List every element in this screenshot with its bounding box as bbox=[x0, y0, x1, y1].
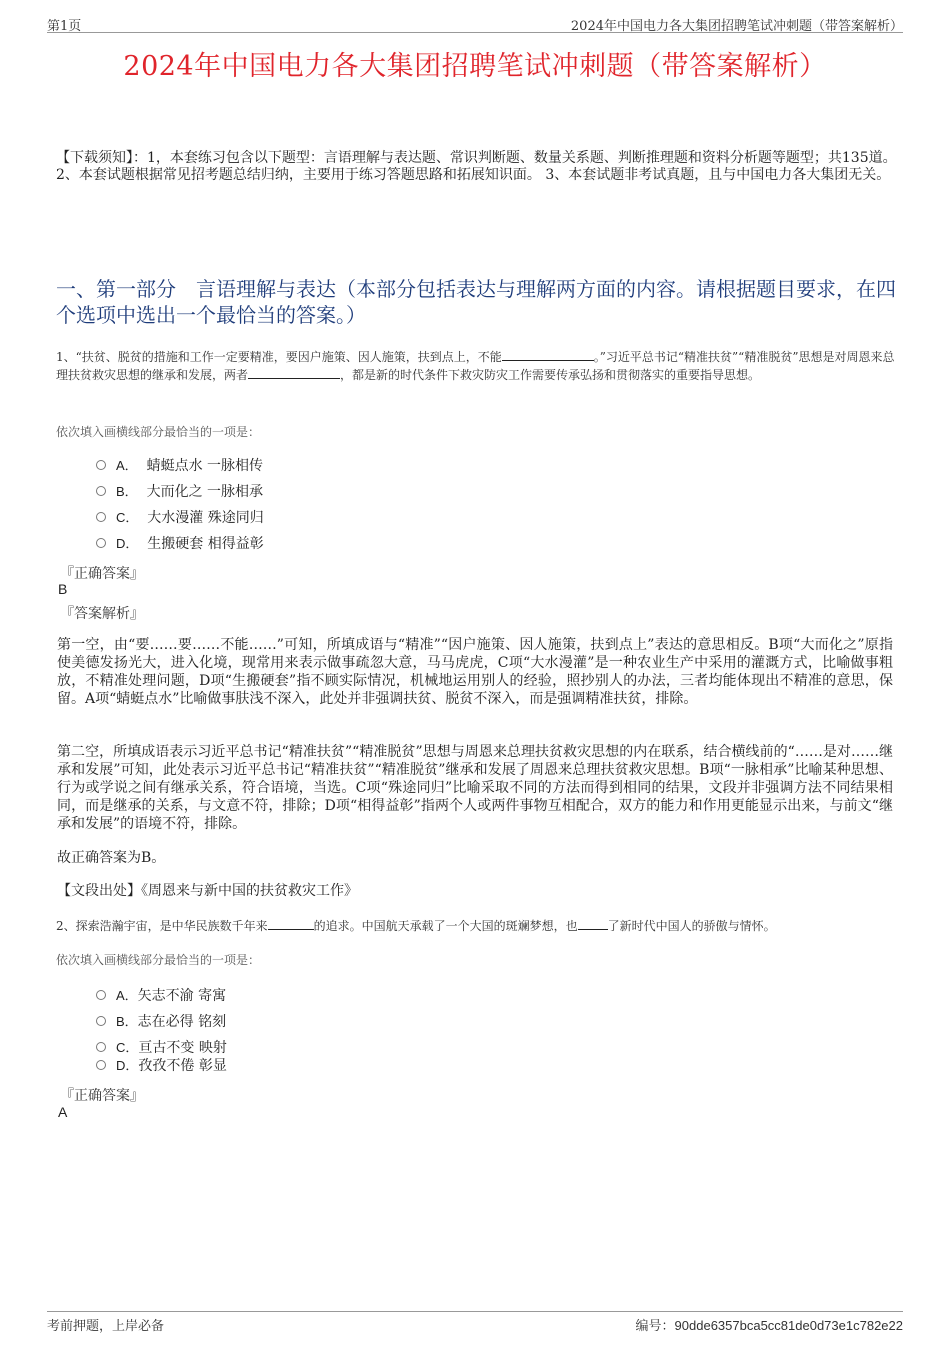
radio-icon[interactable] bbox=[96, 538, 106, 548]
analysis-paragraph-1: 第一空，由“要……要……不能……”可知，所填成语与“精准”“因户施策、因人施策，扶到点上”表达的意思相反。B项“大而化之”原指使美德发扬光大，进入化境，现常用来表示做事疏忽大意，马马虎虎，C项“大水漫灌”是一种农业生产中采用的灌溉方式，比喻做事粗放，不精准处理问题，D项“生搬硬套”指不顾实际情况，机械地运用别人的经验，照抄别人的办法，三者均能体现出不精准的意思，保留。A项“蜻蜓点水”比喻做事肤浅不深入，此处并非强调扶贫、脱贫不深入，而是强调精准扶贫，排除。 bbox=[57, 637, 893, 707]
correct-answer: A bbox=[58, 1104, 68, 1120]
radio-icon[interactable] bbox=[96, 990, 106, 1000]
analysis-paragraph-2: 第二空，所填成语表示习近平总书记“精准扶贫”“精准脱贫”思想与周恩来总理扶贫救灾思想的内在联系，结合横线前的“……是对……继承和发展”可知，此处表示习近平总书记“精准扶贫”“精准脱贫”继承和发展了周恩来总理扶贫救灾思想。B项“一脉相承”比喻某种思想、行为或学说之间有继承关系，符合语境，当选。C项“殊途同归”比喻采取不同的方法而得到相同的结果，文段并非强调方法不同结果相同，而是继承的关系，与文意不符，排除；D项“相得益彰”指两个人或两件事物互相配合，双方的能力和作用更能显示出来，与前文“继承和发展”的语境不符，排除。 bbox=[57, 744, 893, 832]
q2-option-c[interactable]: C．亘古不变 映射 bbox=[96, 1038, 227, 1058]
correct-answer: B bbox=[58, 581, 68, 597]
page-footer bbox=[47, 1311, 903, 1334]
question-2-stem: 2、探索浩瀚宇宙，是中华民族数千年来 的追求。中国航天承载了一个大国的斑斓梦想，也 了新时代中国人的骄傲与情怀。 bbox=[56, 919, 776, 933]
fill-blank bbox=[502, 348, 594, 361]
page-header bbox=[47, 14, 903, 33]
document-title: 2024年中国电力各大集团招聘笔试冲刺题（带答案解析） bbox=[123, 51, 827, 82]
q2-option-b[interactable]: B．志在必得 铭刻 bbox=[96, 1012, 226, 1032]
q1-option-d[interactable]: D． 生搬硬套 相得益彰 bbox=[96, 534, 264, 554]
section-heading: 一、第一部分 言语理解与表达（本部分包括表达与理解两方面的内容。请根据题目要求，在四个选项中选出一个最恰当的答案。） bbox=[56, 277, 896, 327]
fill-blank bbox=[268, 917, 314, 930]
radio-icon[interactable] bbox=[96, 512, 106, 522]
question-2-instruction: 依次填入画横线部分最恰当的一项是： bbox=[56, 953, 261, 967]
q1-option-a[interactable]: A． 蜻蜓点水 一脉相传 bbox=[96, 456, 263, 476]
radio-icon[interactable] bbox=[96, 486, 106, 496]
analysis-label: 『答案解析』 bbox=[60, 606, 144, 622]
q1-option-c[interactable]: C． 大水漫灌 殊途同归 bbox=[96, 508, 264, 528]
header-doc-title: 2024年中国电力各大集团招聘笔试冲刺题（带答案解析） bbox=[570, 19, 903, 34]
conclusion: 故正确答案为B。 bbox=[57, 850, 166, 866]
radio-icon[interactable] bbox=[96, 1016, 106, 1026]
question-1-instruction: 依次填入画横线部分最恰当的一项是： bbox=[56, 425, 261, 439]
footer-slogan: 考前押题，上岸必备 bbox=[47, 1319, 165, 1334]
question-1-stem: 1、“扶贫、脱贫的措施和工作一定要精准，要因户施策、因人施策，扶到点上，不能 。”习近平总书记“精准扶贫”“精准脱贫”思想是对周恩来总理扶贫救灾思想的继承和发展，两者 ，都是新的时代条件下救灾防灾工作需要传承弘扬和贯彻落实的重要指导思想。 bbox=[56, 350, 895, 382]
radio-icon[interactable] bbox=[96, 1060, 106, 1070]
download-notice: 【下载须知】：1，本套练习包含以下题型：言语理解与表达题、常识判断题、数量关系题、判断推理题和资料分析题等题型；共135道。 2、本套试题根据常见招考题总结归纳，主要用于练习答题思路和拓展知识面。 3、本套试题非考试真题，且与中国电力各大集团无关。 bbox=[56, 150, 897, 183]
q2-option-a[interactable]: A．矢志不渝 寄寓 bbox=[96, 986, 226, 1006]
text-source: 【文段出处】《周恩来与新中国的扶贫救灾工作》 bbox=[57, 883, 358, 899]
q1-option-b[interactable]: B． 大而化之 一脉相承 bbox=[96, 482, 263, 502]
fill-blank bbox=[578, 917, 608, 930]
document-code: 编号：90dde6357bca5cc81de0d73e1c782e22 bbox=[635, 1318, 903, 1334]
radio-icon[interactable] bbox=[96, 1042, 106, 1052]
fill-blank bbox=[248, 366, 340, 379]
q2-option-d[interactable]: D．孜孜不倦 彰显 bbox=[96, 1056, 227, 1076]
page-number: 第1页 bbox=[47, 19, 82, 34]
correct-answer-label: 『正确答案』 bbox=[60, 1088, 144, 1104]
radio-icon[interactable] bbox=[96, 460, 106, 470]
correct-answer-label: 『正确答案』 bbox=[60, 566, 144, 582]
